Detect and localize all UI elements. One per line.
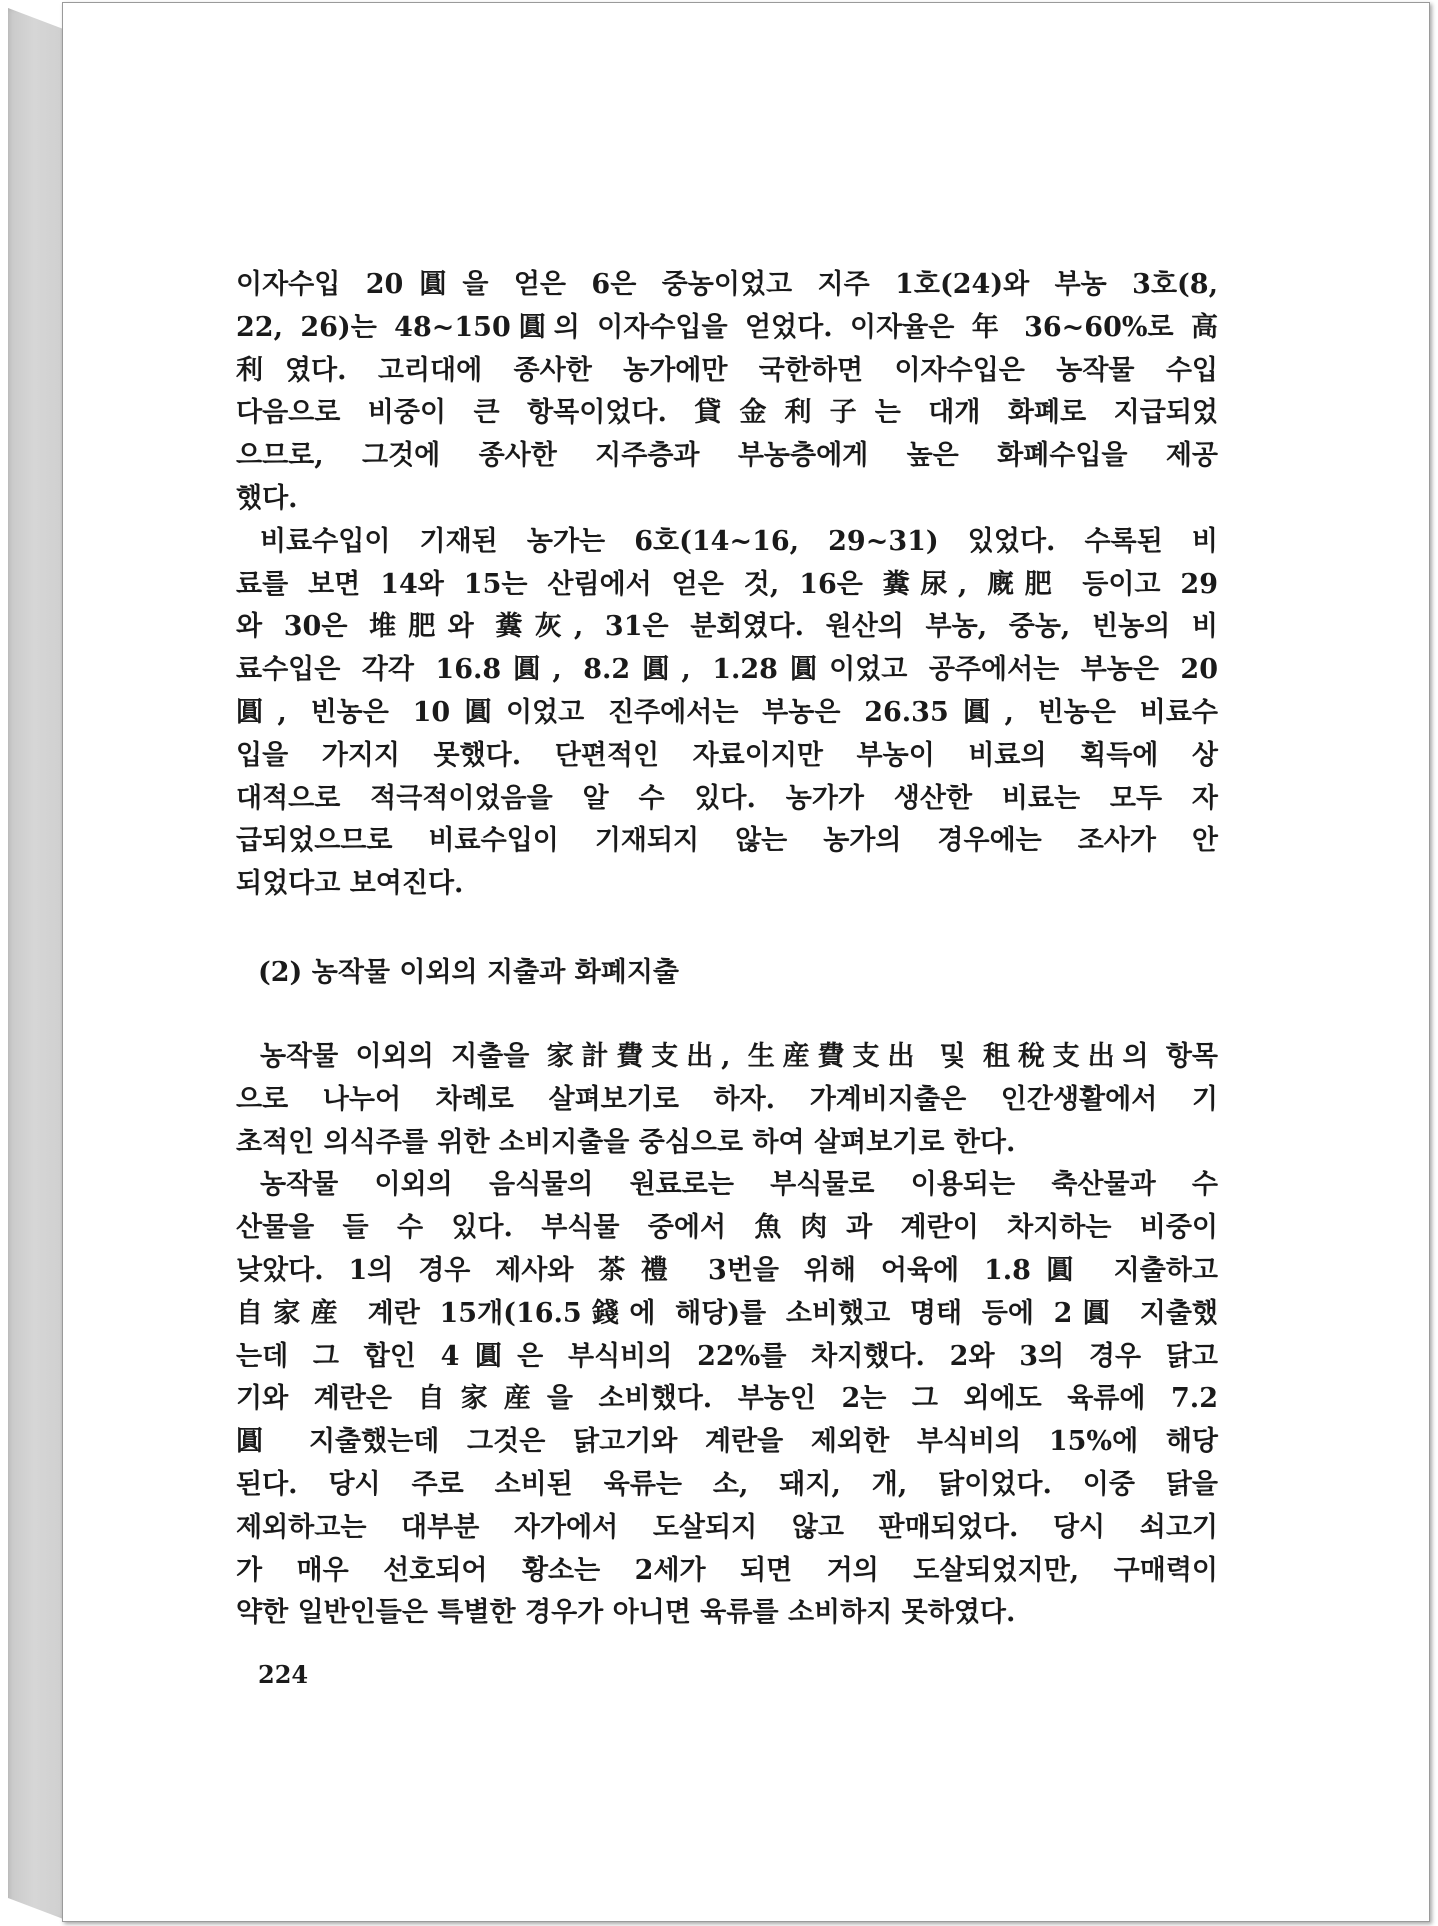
- text-line: 22, 26)는 48~150圓의 이자수입을 얻었다. 이자율은 年 36~60%로 高: [236, 311, 1218, 343]
- text-line: 圓 지출했는데 그것은 닭고기와 계란을 제외한 부식비의 15%에 해당: [236, 1426, 1218, 1458]
- page-number: 224: [258, 1660, 309, 1689]
- text-line: 는데 그 합인 4圓은 부식비의 22%를 차지했다. 2와 3의 경우 닭고: [236, 1340, 1218, 1372]
- text-line: 自家産 계란 15개(16.5錢에 해당)를 소비했고 명태 등에 2圓 지출했: [236, 1297, 1218, 1329]
- text-line: 약한 일반인들은 특별한 경우가 아니면 육류를 소비하지 못하였다.: [236, 1597, 1016, 1629]
- text-line: 료를 보면 14와 15는 산림에서 얻은 것, 16은 糞尿, 廐肥 등이고 29: [236, 568, 1218, 600]
- paragraph-interest-income: [236, 264, 1218, 521]
- bottom-text-block: [236, 1036, 1218, 1635]
- text-line: 된다. 당시 주로 소비된 육류는 소, 돼지, 개, 닭이었다. 이중 닭을: [236, 1468, 1218, 1500]
- paragraph-expenditure-intro: [236, 1036, 1218, 1164]
- text-line: 산물을 들 수 있다. 부식물 중에서 魚肉과 계란이 차지하는 비중이: [236, 1212, 1218, 1244]
- text-line: 대적으로 적극적이었음을 알 수 있다. 농가가 생산한 비료는 모두 자: [236, 782, 1218, 814]
- text-line: 농작물 이외의 음식물의 원료로는 부식물로 이용되는 축산물과 수: [260, 1169, 1218, 1201]
- text-line: 다음으로 비중이 큰 항목이었다. 貸金利子는 대개 화폐로 지급되었: [236, 397, 1218, 429]
- text-line: 와 30은 堆肥와 糞灰, 31은 분회였다. 원산의 부농, 중농, 빈농의 비: [236, 611, 1218, 643]
- text-line: 가 매우 선호되어 황소는 2세가 되면 거의 도살되었지만, 구매력이: [236, 1554, 1218, 1586]
- text-line: 제외하고는 대부분 자가에서 도살되지 않고 판매되었다. 당시 쇠고기: [236, 1511, 1218, 1543]
- text-line: 利였다. 고리대에 종사한 농가에만 국한하면 이자수입은 농작물 수입: [236, 354, 1218, 386]
- paragraph-fertilizer-income: [236, 521, 1218, 906]
- paragraph-food-expenditure: [236, 1164, 1218, 1635]
- text-line: 농작물 이외의 지출을 家計費支出, 生産費支出 및 租稅支出의 항목: [260, 1041, 1218, 1072]
- text-line: 했다.: [236, 482, 298, 514]
- text-line: 입을 가지지 못했다. 단편적인 자료이지만 부농이 비료의 획득에 상: [236, 739, 1218, 771]
- text-line: 료수입은 각각 16.8圓, 8.2圓, 1.28圓이었고 공주에서는 부농은 20: [236, 654, 1218, 686]
- text-line: 圓, 빈농은 10圓이었고 진주에서는 부농은 26.35圓, 빈농은 비료수: [236, 696, 1218, 728]
- text-line: 되었다고 보여진다.: [236, 868, 464, 900]
- text-line: 이자수입 20圓을 얻은 6은 중농이었고 지주 1호(24)와 부농 3호(8,: [236, 269, 1218, 300]
- top-text-block: [236, 264, 1218, 906]
- text-line: 급되었으므로 비료수입이 기재되지 않는 농가의 경우에는 조사가 안: [236, 825, 1218, 857]
- text-line: 비료수입이 기재된 농가는 6호(14~16, 29~31) 있었다. 수록된 비: [260, 525, 1218, 557]
- book-spine-edge: [8, 8, 66, 1920]
- text-line: 으므로, 그것에 종사한 지주층과 부농층에게 높은 화폐수입을 제공: [236, 440, 1218, 472]
- text-line: 기와 계란은 自家産을 소비했다. 부농인 2는 그 외에도 육류에 7.2: [236, 1383, 1218, 1415]
- text-line: 초적인 의식주를 위한 소비지출을 중심으로 하여 살펴보기로 한다.: [236, 1126, 1016, 1158]
- section-heading: (2) 농작물 이외의 지출과 화폐지출: [258, 957, 680, 988]
- text-line: 으로 나누어 차례로 살펴보기로 하자. 가계비지출은 인간생활에서 기: [236, 1083, 1218, 1115]
- text-line: 낮았다. 1의 경우 제사와 茶禮 3번을 위해 어육에 1.8圓 지출하고: [236, 1254, 1218, 1286]
